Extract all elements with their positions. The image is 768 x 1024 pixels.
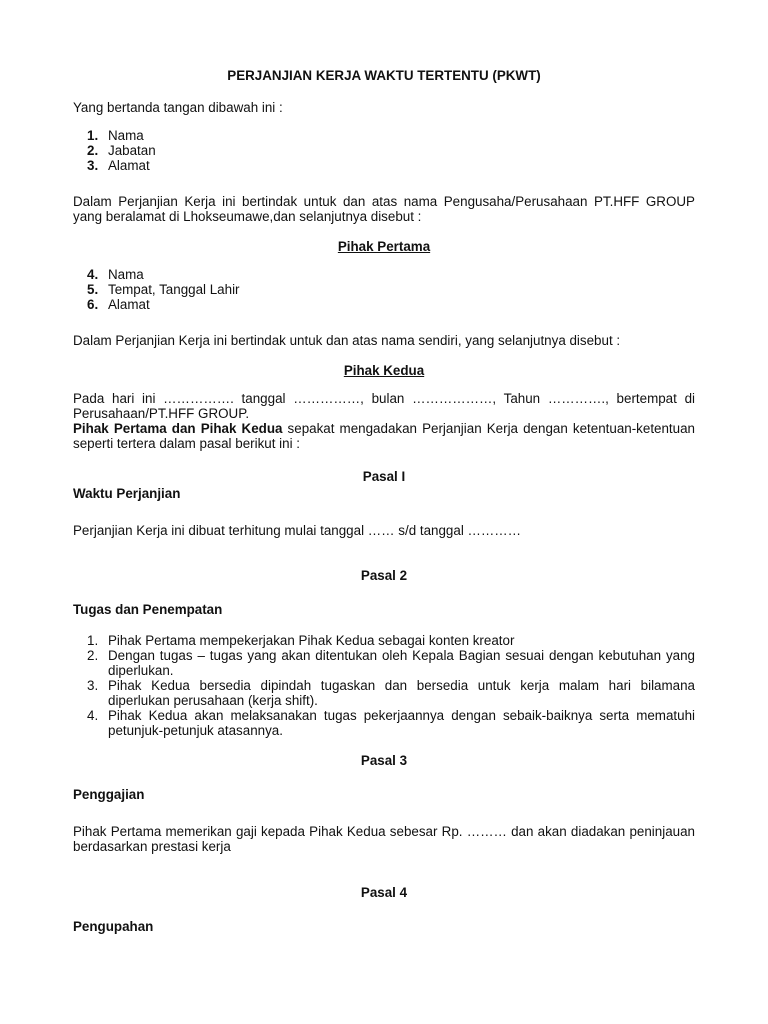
date-paragraph: Pada hari ini ……………. tanggal ……………, bulan ………………, Tahun …………., bertempat di Perusahaan/PT.HFF GROUP.: [73, 391, 695, 421]
pasal-3-subheading: Penggajian: [73, 787, 145, 802]
pasal-3-heading: Pasal 3: [360, 753, 408, 768]
list-item: 2. Dengan tugas – tugas yang akan ditentukan oleh Kepala Bagian sesuai dengan kebutuhan yang diperlukan.: [87, 648, 695, 678]
agreement-paragraph: Pihak Pertama dan Pihak Kedua sepakat mengadakan Perjanjian Kerja dengan ketentuan-ketentuan seperti tertera dalam pasal berikut ini :: [73, 421, 695, 451]
pasal-1-subheading: Waktu Perjanjian: [73, 486, 181, 501]
pihak-kedua-heading: Pihak Kedua: [343, 363, 425, 378]
pasal-4-subheading: Pengupahan: [73, 919, 154, 934]
contract-document: [73, 68, 695, 934]
self-paragraph: Dalam Perjanjian Kerja ini bertindak untuk dan atas nama sendiri, yang selanjutnya disebut :: [73, 333, 621, 348]
list-item: 3. Alamat: [87, 158, 150, 173]
list-item: 5. Tempat, Tanggal Lahir: [87, 282, 240, 297]
list-item: 4. Pihak Kedua akan melaksanakan tugas pekerjaannya dengan sebaik-baiknya serta mematuhi petunjuk-petunjuk atasannya.: [87, 708, 695, 738]
company-paragraph: Dalam Perjanjian Kerja ini bertindak untuk dan atas nama Pengusaha/Perusahaan PT.HFF GROUP yang beralamat di Lhokseumawe,dan selanjutnya disebut :: [73, 194, 695, 224]
list-item: 1. Pihak Pertama mempekerjakan Pihak Kedua sebagai konten kreator: [87, 633, 515, 648]
pihak-pertama-heading: Pihak Pertama: [337, 239, 431, 254]
list-item: 3. Pihak Kedua bersedia dipindah tugaskan dan bersedia untuk kerja malam hari bilamana diperlukan perusahaan (kerja shift).: [87, 678, 695, 708]
pasal-4-heading: Pasal 4: [360, 885, 408, 900]
pasal-2-heading: Pasal 2: [360, 568, 408, 583]
pasal-1-heading: Pasal I: [362, 469, 406, 484]
pasal-2-subheading: Tugas dan Penempatan: [73, 602, 223, 617]
list-item: 4. Nama: [87, 267, 144, 282]
task-list: [73, 633, 695, 738]
first-party-fields-list: [73, 128, 695, 173]
list-item: 6. Alamat: [87, 297, 150, 312]
pasal-3-body: Pihak Pertama memerikan gaji kepada Pihak Kedua sebesar Rp. ……… dan akan diadakan peninjauan berdasarkan prestasi kerja: [73, 824, 695, 854]
pasal-1-body: Perjanjian Kerja ini dibuat terhitung mulai tanggal …… s/d tanggal …………: [73, 523, 522, 538]
intro-text: Yang bertanda tangan dibawah ini :: [73, 100, 283, 115]
document-title: PERJANJIAN KERJA WAKTU TERTENTU (PKWT): [227, 68, 541, 83]
list-item: 2. Jabatan: [87, 143, 156, 158]
second-party-fields-list: [73, 267, 695, 312]
list-item: 1. Nama: [87, 128, 144, 143]
